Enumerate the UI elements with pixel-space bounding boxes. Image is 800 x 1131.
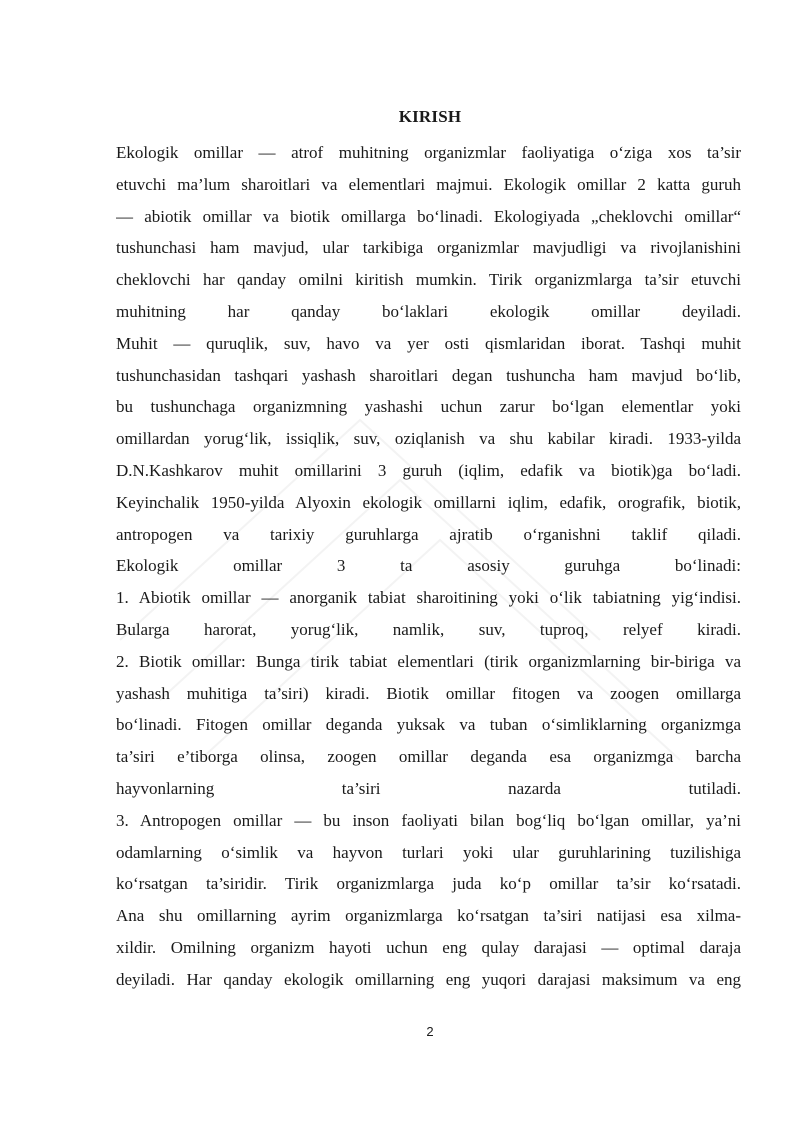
body-line: Muhit — quruqlik, suv, havo va yer osti qismlaridan iborat. Tashqi muhit — [116, 333, 741, 353]
body-line: omillardan yorug‘lik, issiqlik, suv, oziqlanish va shu kabilar kiradi. 1933-yilda — [116, 429, 741, 449]
body-line: Ekologik omillar 3 ta asosiy guruhga bo‘linadi: — [116, 556, 741, 576]
body-line: bo‘linadi. Fitogen omillar deganda yuksak va tuban o‘simliklarning organizmga — [116, 715, 741, 735]
body-line: muhitning har qanday bo‘laklari ekologik omillar deyiladi. — [116, 301, 741, 321]
body-line: antropogen va tarixiy guruhlarga ajratib o‘rganishni taklif qiladi. — [116, 524, 741, 544]
document-body — [116, 137, 741, 996]
body-line: etuvchi ma’lum sharoitlari va elementlari majmui. Ekologik omillar 2 katta guruh — [116, 174, 741, 194]
body-line: Keyinchalik 1950-yilda Alyoxin ekologik omillarni iqlim, edafik, orografik, biotik, — [116, 492, 741, 512]
body-line: tushunchasi ham mavjud, ular tarkibiga organizmlar mavjudligi va rivojlanishini — [116, 238, 741, 258]
body-line: bu tushunchaga organizmning yashashi uchun zarur bo‘lgan elementlar yoki — [116, 397, 741, 417]
body-line: deyiladi. Har qanday ekologik omillarning eng yuqori darajasi maksimum va eng — [116, 969, 741, 989]
body-line: 2. Biotik omillar: Bunga tirik tabiat elementlari (tirik organizmlarning bir-biriga va — [116, 651, 741, 671]
body-line: xildir. Omilning organizm hayoti uchun eng qulay darajasi — optimal daraja — [116, 937, 741, 957]
body-line: ta’siri e’tiborga olinsa, zoogen omillar deganda esa organizmga barcha — [116, 747, 741, 767]
body-line: cheklovchi har qanday omilni kiritish mumkin. Tirik organizmlarga ta’sir etuvchi — [116, 270, 741, 290]
body-line: 1. Abiotik omillar — anorganik tabiat sharoitining yoki o‘lik tabiatning yig‘indisi. — [116, 588, 741, 608]
body-line: D.N.Kashkarov muhit omillarini 3 guruh (iqlim, edafik va biotik)ga bo‘ladi. — [116, 460, 741, 480]
page-number: 2 — [426, 1024, 434, 1039]
body-line: yashash muhitiga ta’siri) kiradi. Biotik omillar fitogen va zoogen omillarga — [116, 683, 741, 703]
document-title: KIRISH — [398, 107, 462, 126]
body-line: odamlarning o‘simlik va hayvon turlari yoki ular guruhlarining tuzilishiga — [116, 842, 741, 862]
body-line: Ana shu omillarning ayrim organizmlarga ko‘rsatgan ta’siri natijasi esa xilma- — [116, 906, 741, 926]
body-line: 3. Antropogen omillar — bu inson faoliyati bilan bog‘liq bo‘lgan omillar, ya’ni — [116, 810, 741, 830]
body-line: Bularga harorat, yorug‘lik, namlik, suv, tuproq, relyef kiradi. — [116, 619, 741, 639]
body-line: ko‘rsatgan ta’siridir. Tirik organizmlarga juda ko‘p omillar ta’sir ko‘rsatadi. — [116, 874, 741, 894]
body-line: tushunchasidan tashqari yashash sharoitlari degan tushuncha ham mavjud bo‘lib, — [116, 365, 741, 385]
body-line: — abiotik omillar va biotik omillarga bo‘linadi. Ekologiyada „cheklovchi omillar“ — [116, 206, 741, 226]
body-line: Ekologik omillar — atrof muhitning organizmlar faoliyatiga o‘ziga xos ta’sir — [116, 143, 741, 162]
body-line: hayvonlarning ta’siri nazarda tutiladi. — [116, 778, 741, 798]
